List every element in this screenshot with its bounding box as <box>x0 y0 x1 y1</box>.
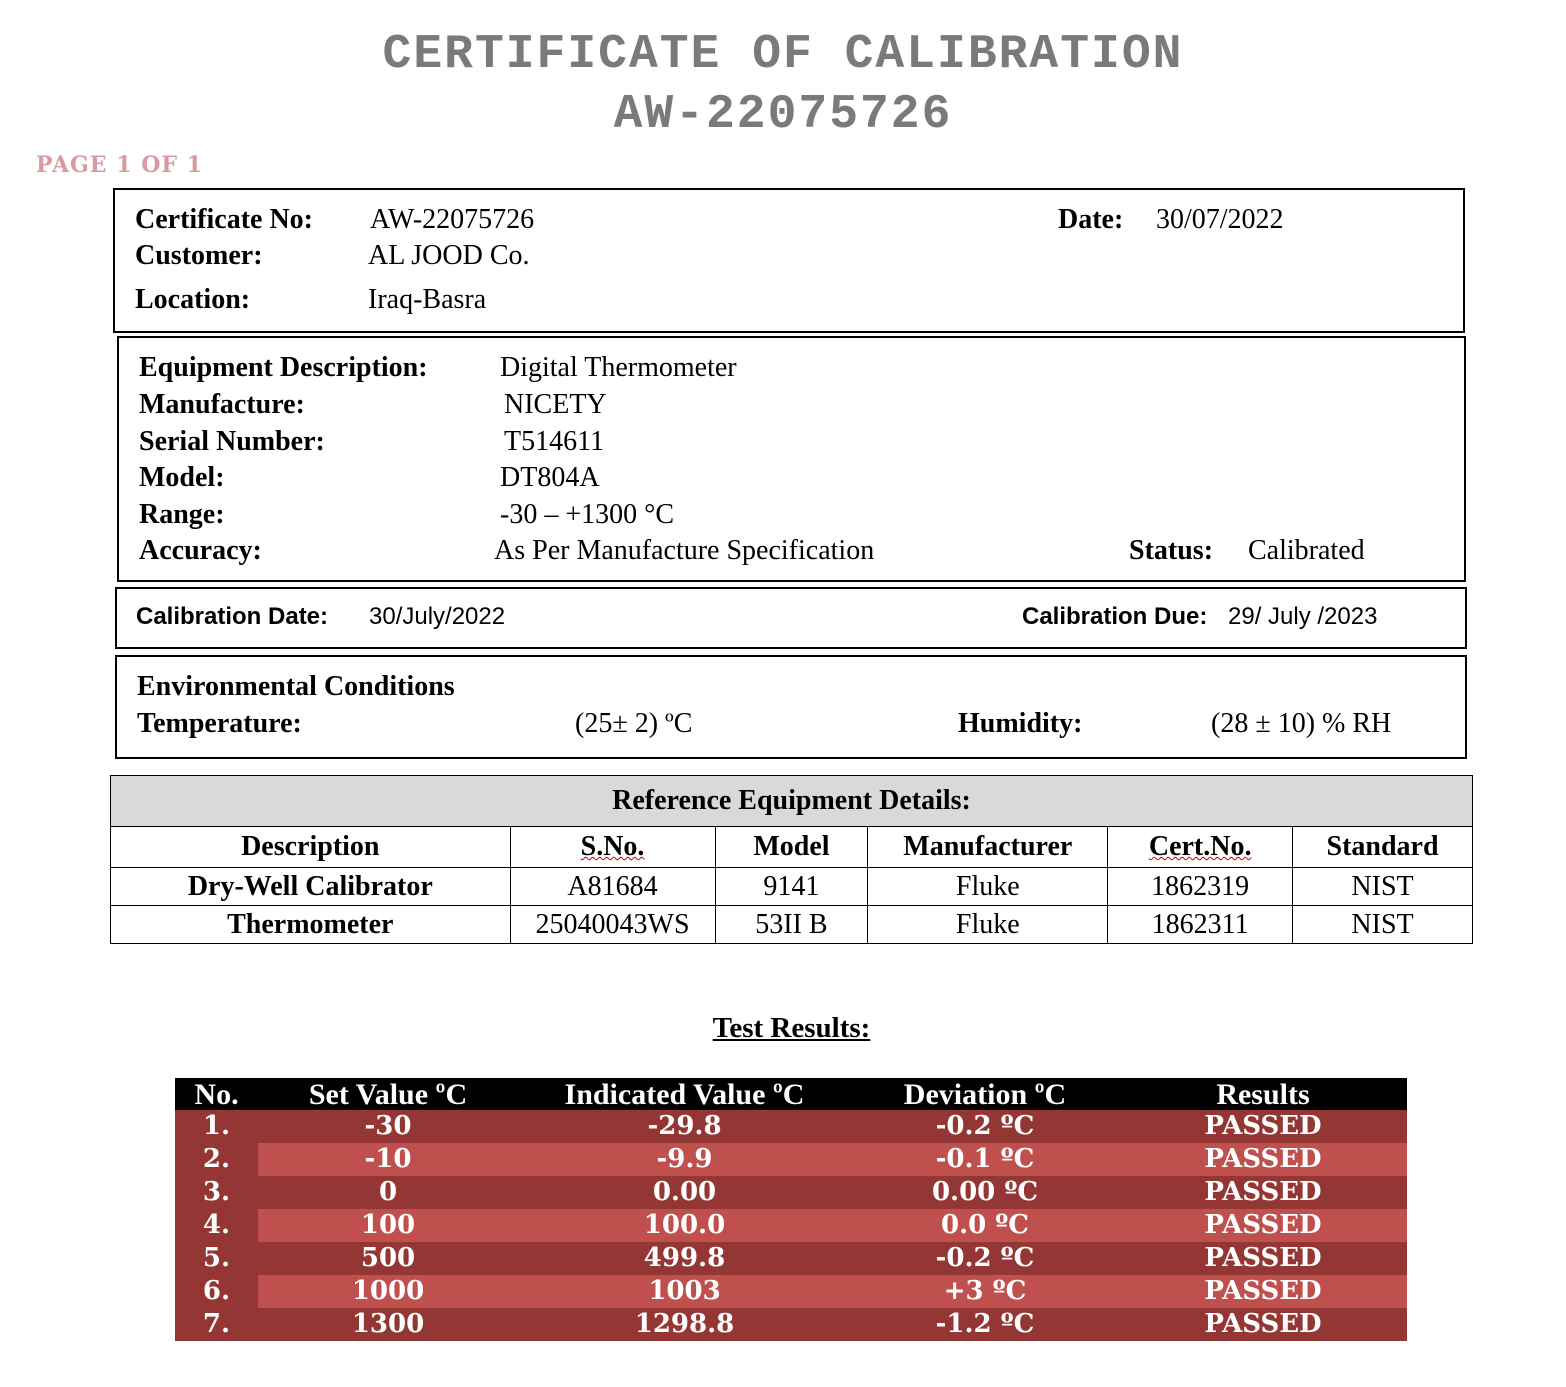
environment-box <box>115 655 1467 759</box>
customer-value: AL JOOD Co. <box>368 240 530 271</box>
location-value: Iraq-Basra <box>368 284 487 315</box>
column-header: No. <box>175 1078 258 1110</box>
table-cell: 0 <box>258 1176 518 1209</box>
table-cell: 3. <box>175 1176 258 1209</box>
table-cell: Thermometer <box>111 906 511 944</box>
column-header: Model <box>715 827 868 868</box>
date-value: 30/07/2022 <box>1156 204 1284 235</box>
serial-number-value: T514611 <box>504 426 605 457</box>
table-row <box>111 868 1473 906</box>
page-indicator: PAGE 1 OF 1 <box>36 152 203 178</box>
range-label: Range: <box>139 499 225 530</box>
model-label: Model: <box>139 462 225 493</box>
table-cell: NIST <box>1293 906 1473 944</box>
calibration-date-label: Calibration Date: <box>136 603 329 630</box>
table-cell: -10 <box>258 1143 518 1176</box>
table-cell: PASSED <box>1119 1143 1407 1176</box>
table-cell: -30 <box>258 1110 518 1143</box>
humidity-label: Humidity: <box>958 708 1083 739</box>
calibration-due-label: Calibration Due: <box>1022 603 1208 630</box>
calibration-dates-box <box>115 587 1467 649</box>
manufacture-label: Manufacture: <box>139 389 305 420</box>
accuracy-value: As Per Manufacture Specification <box>494 535 875 566</box>
test-results-heading: Test Results: <box>712 1012 871 1044</box>
column-header: S.No. <box>510 827 715 868</box>
table-row <box>175 1143 1407 1176</box>
table-cell: PASSED <box>1119 1308 1407 1341</box>
table-cell: Fluke <box>868 906 1108 944</box>
table-cell: 25040043WS <box>510 906 715 944</box>
table-cell: NIST <box>1293 868 1473 906</box>
table-cell: 4. <box>175 1209 258 1242</box>
temperature-value: (25± 2) ºC <box>575 708 693 739</box>
table-row <box>175 1275 1407 1308</box>
reference-header-row <box>111 827 1473 868</box>
customer-label: Customer: <box>135 240 263 271</box>
serial-number-label: Serial Number: <box>139 426 325 457</box>
table-cell: 1000 <box>258 1275 518 1308</box>
table-cell: 1862311 <box>1108 906 1293 944</box>
column-header: Set Value ºC <box>258 1078 518 1110</box>
table-cell: 100.0 <box>518 1209 851 1242</box>
table-row <box>175 1308 1407 1341</box>
model-value: DT804A <box>500 462 600 493</box>
column-header: Deviation ºC <box>851 1078 1119 1110</box>
table-row <box>175 1110 1407 1143</box>
table-cell: PASSED <box>1119 1110 1407 1143</box>
table-cell: +3 ºC <box>851 1275 1119 1308</box>
date-label: Date: <box>1058 204 1124 235</box>
table-cell: 5. <box>175 1242 258 1275</box>
temperature-label: Temperature: <box>137 708 302 739</box>
table-cell: 1. <box>175 1110 258 1143</box>
table-cell: PASSED <box>1119 1242 1407 1275</box>
environment-heading: Environmental Conditions <box>137 671 455 702</box>
calibration-date-value: 30/July/2022 <box>369 603 506 630</box>
status-value: Calibrated <box>1248 535 1365 566</box>
table-cell: 1300 <box>258 1308 518 1341</box>
table-cell: -29.8 <box>518 1110 851 1143</box>
table-row <box>175 1176 1407 1209</box>
customer-info-box <box>113 188 1465 333</box>
certificate-number-title: AW-22075726 <box>613 88 953 142</box>
table-cell: Dry-Well Calibrator <box>111 868 511 906</box>
table-cell: 2. <box>175 1143 258 1176</box>
equipment-description-value: Digital Thermometer <box>500 352 737 383</box>
column-header: Standard <box>1293 827 1473 868</box>
table-cell: 0.0 ºC <box>851 1209 1119 1242</box>
column-header: Manufacturer <box>868 827 1108 868</box>
table-cell: 500 <box>258 1242 518 1275</box>
table-cell: 1298.8 <box>518 1308 851 1341</box>
table-cell: Fluke <box>868 868 1108 906</box>
column-header: Indicated Value ºC <box>518 1078 851 1110</box>
equipment-description-label: Equipment Description: <box>139 352 428 383</box>
table-cell: 100 <box>258 1209 518 1242</box>
table-cell: -0.1 ºC <box>851 1143 1119 1176</box>
table-row <box>175 1242 1407 1275</box>
calibration-due-value: 29/ July /2023 <box>1228 603 1378 630</box>
table-cell: -0.2 ºC <box>851 1110 1119 1143</box>
reference-equipment-table <box>110 775 1473 944</box>
column-header: Description <box>111 827 511 868</box>
table-cell: 0.00 <box>518 1176 851 1209</box>
table-cell: PASSED <box>1119 1275 1407 1308</box>
location-label: Location: <box>135 284 251 315</box>
results-header-row <box>175 1078 1407 1110</box>
table-cell: 6. <box>175 1275 258 1308</box>
table-cell: A81684 <box>510 868 715 906</box>
status-label: Status: <box>1129 535 1214 566</box>
humidity-value: (28 ± 10) % RH <box>1211 708 1392 739</box>
certificate-title: CERTIFICATE OF CALIBRATION <box>382 28 1184 82</box>
reference-table-heading: Reference Equipment Details: <box>111 776 1473 827</box>
table-cell: PASSED <box>1119 1209 1407 1242</box>
table-cell: 9141 <box>715 868 868 906</box>
table-cell: -9.9 <box>518 1143 851 1176</box>
test-results-table <box>175 1078 1407 1341</box>
column-header: Cert.No. <box>1108 827 1293 868</box>
table-cell: 53II B <box>715 906 868 944</box>
table-cell: 1003 <box>518 1275 851 1308</box>
table-cell: 0.00 ºC <box>851 1176 1119 1209</box>
table-cell: -1.2 ºC <box>851 1308 1119 1341</box>
range-value: -30 – +1300 °C <box>500 499 674 530</box>
manufacture-value: NICETY <box>504 389 607 420</box>
table-cell: 1862319 <box>1108 868 1293 906</box>
cert-no-label: Certificate No: <box>135 204 314 235</box>
table-row <box>111 906 1473 944</box>
table-cell: 499.8 <box>518 1242 851 1275</box>
accuracy-label: Accuracy: <box>139 535 262 566</box>
cert-no-value: AW-22075726 <box>370 204 535 235</box>
table-cell: -0.2 ºC <box>851 1242 1119 1275</box>
table-cell: PASSED <box>1119 1176 1407 1209</box>
column-header: Results <box>1119 1078 1407 1110</box>
equipment-info-box <box>117 336 1466 582</box>
table-cell: 7. <box>175 1308 258 1341</box>
table-row <box>175 1209 1407 1242</box>
